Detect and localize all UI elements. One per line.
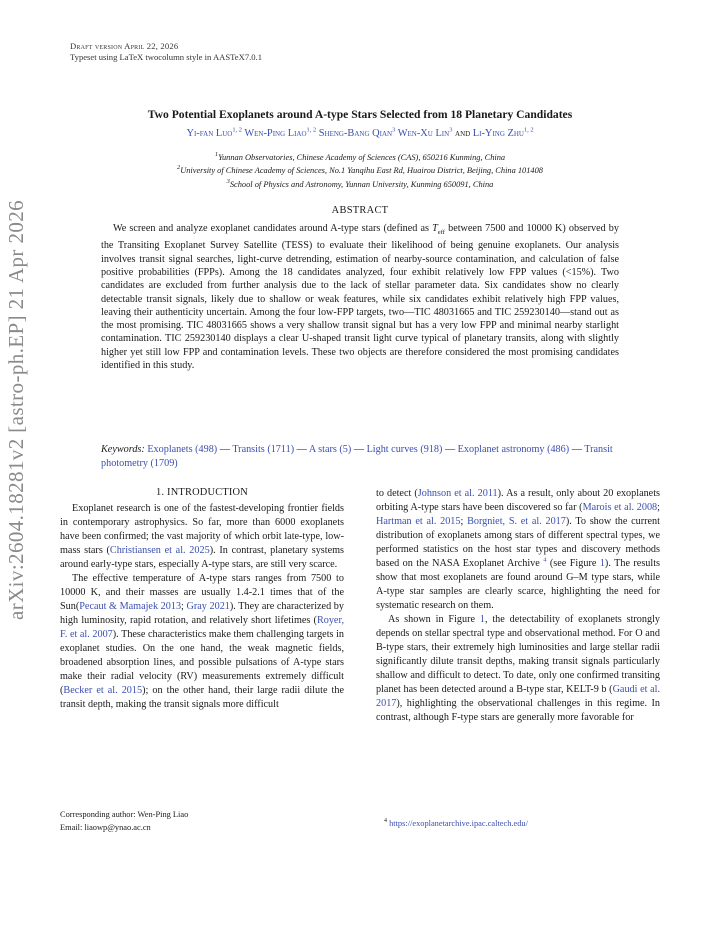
keyword-link[interactable]: Transit photometry (1709) [101, 444, 613, 469]
citation-link[interactable]: Becker et al. 2015 [63, 685, 143, 696]
body-text: ). These characteristics make them challenging targets in exoplanet studies. On the one hand, the weak magnetic fields, broadened absorption lines, and possible pulsations of A-type stars make their radial velocity (RV) measurements extremely difficult ( [60, 629, 344, 696]
author-name[interactable]: Sheng-Bang Qian [318, 128, 393, 139]
paper-title: Two Potential Exoplanets around A-type Stars Selected from 18 Planetary Candidates [147, 108, 573, 121]
affiliation [60, 178, 660, 191]
typeset-note: Typeset using LaTeX twocolumn style in AASTeX7.0.1 [70, 52, 263, 62]
footnote-number: 4 [384, 818, 387, 825]
keyword-separator: — [569, 444, 585, 455]
affiliation-number: 1 [214, 151, 219, 159]
body-text: , the detectability of exoplanets strongly depends on stellar spectral type and observational method. For O and B-type stars, their extremely high luminosities and large stellar radii significantly dilute transit depths, making transit signals particularly shallow and difficult to detect. To date, only one confirmed transiting planet has been detected around a B-type star, KELT-9 b ( [376, 614, 660, 695]
keyword-separator: — [351, 444, 367, 455]
citation-link[interactable]: Hartman et al. 2015 [376, 516, 461, 527]
teff-subscript: eff [437, 229, 445, 237]
affiliation-text: School of Physics and Astronomy, Yunnan University, Kunming 650091, China [229, 179, 494, 189]
citation-link[interactable]: Royer, F. et al. 2007 [60, 615, 344, 640]
teff-symbol: T [432, 223, 438, 234]
affiliations [60, 151, 660, 191]
section-heading: 1. INTRODUCTION [156, 487, 248, 498]
paragraph [60, 502, 344, 572]
keyword-link[interactable]: Exoplanets (498) [147, 444, 218, 455]
abstract-text: between 7500 and 10000 K) observed by the Transiting Exoplanet Survey Satellite (TESS) to evaluate their likelihood of being genuine exoplanets. Our analysis involves transit signal searches, light-curve detrending, estimation of nearby-source contamination, and calculation of false positive probabilities (FPPs). Among the 18 candidates analyzed, four exhibit relatively low FPP values (<15%). Two candidates are excluded from further analysis due to the lack of stellar parameter data. Six candidates show no clearly detectable transit signals, likely due to shallow or weak features, while six candidates exhibit relatively high FPP values, leaving their authenticity uncertain. Among the four low-FPP targets, two—TIC 48031665 and TIC 259230140—stand out as the most promising. TIC 48031665 shows a very shallow transit signal but has a very low FPP and minimal nearby starlight contamination. TIC 259230140 displays a clear U-shaped transit light curve typical of planetary transits, along with slightly higher yet still low FPP and contamination levels. These two objects are therefore considered the most promising candidates identified in this study. [101, 223, 619, 371]
citation-link[interactable]: Johnson et al. 2011 [417, 488, 498, 499]
keyword-separator: — [294, 444, 309, 455]
body-text: ). To show the current distribution of exoplanets among stars of different spectral types, we performed statistics on the host star types and discovery methods based on the NASA Exoplanet Archive [376, 516, 660, 569]
citation-link[interactable]: Gaudi et al. 2017 [376, 684, 660, 709]
paragraph: to detect (Johnson et al. 2011). As a result, only about 20 exoplanets orbiting A-type stars have been discovered so far (Marois et al. 2008; Hartman et al. 2015; Borgniet, S. et al. 2017). To show the current distribution of exoplanets among stars of different spectral types, we performed statistics on the host star types and discovery methods based on the NASA Exoplanet Archive $^4$ (see Figure 1). The results show that most exoplanets are found around G–M type stars, while A-type star samples are clearly scarce, highlighting the need for systematic research on them. [376, 488, 661, 611]
author-affiliation-mark: 3 [449, 126, 453, 134]
author-name[interactable]: Li-Ying Zhu [472, 128, 524, 139]
keyword-separator: — [217, 444, 233, 455]
keyword-link[interactable]: Light curves (918) [366, 444, 443, 455]
author-name[interactable]: Wen-Xu Lin [397, 128, 450, 139]
corresponding-author [60, 809, 188, 835]
citation-link[interactable]: Christiansen et al. 2025 [109, 545, 210, 556]
body-text: ). They are characterized by high luminosity, rapid rotation, and relatively short lifetimes ( [60, 601, 344, 626]
author-affiliation-mark: 1, 2 [232, 126, 242, 134]
author-affiliation-mark: 1, 2 [306, 126, 317, 134]
body-text: (see Figure [546, 558, 600, 569]
paragraph [376, 613, 660, 725]
body-text: ). In contrast, planetary systems around early-type stars, especially A-type stars, are still very scarce. [60, 545, 345, 570]
corresponding-email: Email: liaowp@ynao.ac.cn [60, 822, 151, 832]
keywords-label: Keywords: [101, 444, 145, 455]
abstract-heading: ABSTRACT [331, 205, 389, 216]
left-column [60, 502, 344, 712]
running-header [70, 41, 262, 63]
body-text: ). As a result, only about 20 exoplanets orbiting A-type stars have been discovered so far ( [376, 488, 661, 513]
affiliation-text: University of Chinese Academy of Sciences, No.1 Yanqihu East Rd, Huairou District, Beijing, China 101408 [180, 166, 543, 176]
draft-version: Draft version April 22, 2026 [70, 41, 179, 51]
author-affiliation-mark: 3 [392, 126, 396, 134]
citation-link[interactable]: Pecaut & Mamajek 2013 [79, 601, 182, 612]
citation-link[interactable]: Borgniet, S. et al. 2017 [467, 516, 566, 527]
figure-link[interactable]: 1 [599, 558, 605, 569]
citation-separator: ; [181, 601, 187, 612]
keyword-link[interactable]: A stars (5) [308, 444, 352, 455]
keyword-separator: — [442, 444, 458, 455]
affiliation-number: 2 [176, 164, 181, 172]
keyword-link[interactable]: Transits (1711) [232, 444, 295, 455]
body-text: Exoplanet research is one of the fastest-developing frontier fields in contemporary astrophysics. So far, more than 6000 exoplanets have been confirmed; the vast majority of which orbit late-type, low-mass stars ( [60, 503, 344, 556]
affiliation-number: 3 [226, 178, 230, 186]
citation-link[interactable]: Marois et al. 2008 [582, 502, 658, 513]
author-affiliation-mark: 1, 2 [523, 126, 534, 134]
body-text: ), highlighting the observational challenges in this regime. In contrast, although F-type stars are generally more favorable for [376, 698, 660, 723]
keywords [101, 443, 619, 471]
figure-link[interactable]: 1 [479, 614, 485, 625]
body-text: ); on the other hand, their large radii dilute the transit depth, making the transit signals more difficult [60, 685, 344, 710]
corresponding-name: Corresponding author: Wen-Ping Liao [60, 810, 189, 819]
author-name[interactable]: Wen-Ping Liao [244, 128, 307, 139]
keyword-link[interactable]: Exoplanet astronomy (486) [457, 444, 570, 455]
arxiv-stamp: arXiv:2604.18281v2 [astro-ph.EP] 21 Apr 2026 [4, 199, 28, 620]
footnote [384, 819, 528, 828]
affiliation-text: Yunnan Observatories, Chinese Academy of Sciences (CAS), 650216 Kunming, China [218, 153, 506, 162]
affiliation [60, 164, 660, 177]
footnote-mark[interactable]: 4 [543, 556, 547, 564]
body-text: The effective temperature of A-type stars ranges from 7500 to 10000 K, and their masses are usually 1.4-2.1 times that of the Sun( [60, 573, 344, 612]
author-list [60, 128, 660, 139]
paragraph [60, 572, 344, 712]
right-column [376, 487, 660, 725]
body-text: As shown in Figure [388, 614, 480, 625]
author-and: and [455, 128, 471, 139]
footnote-url-link[interactable]: https://exoplanetarchive.ipac.caltech.edu/ [389, 819, 528, 828]
author-name[interactable]: Yi-fan Luo [186, 128, 233, 139]
abstract-body [101, 222, 619, 372]
body-text: to detect ( [376, 488, 418, 499]
body-text: ). The results show that most exoplanets are found around G–M type stars, while A-type star samples are clearly scarce, highlighting the need for systematic research on them. [376, 558, 661, 611]
citation-link[interactable]: Gray 2021 [186, 601, 230, 612]
affiliation [60, 151, 660, 164]
abstract-text: We screen and analyze exoplanet candidates around A-type stars (defined as [113, 223, 433, 234]
